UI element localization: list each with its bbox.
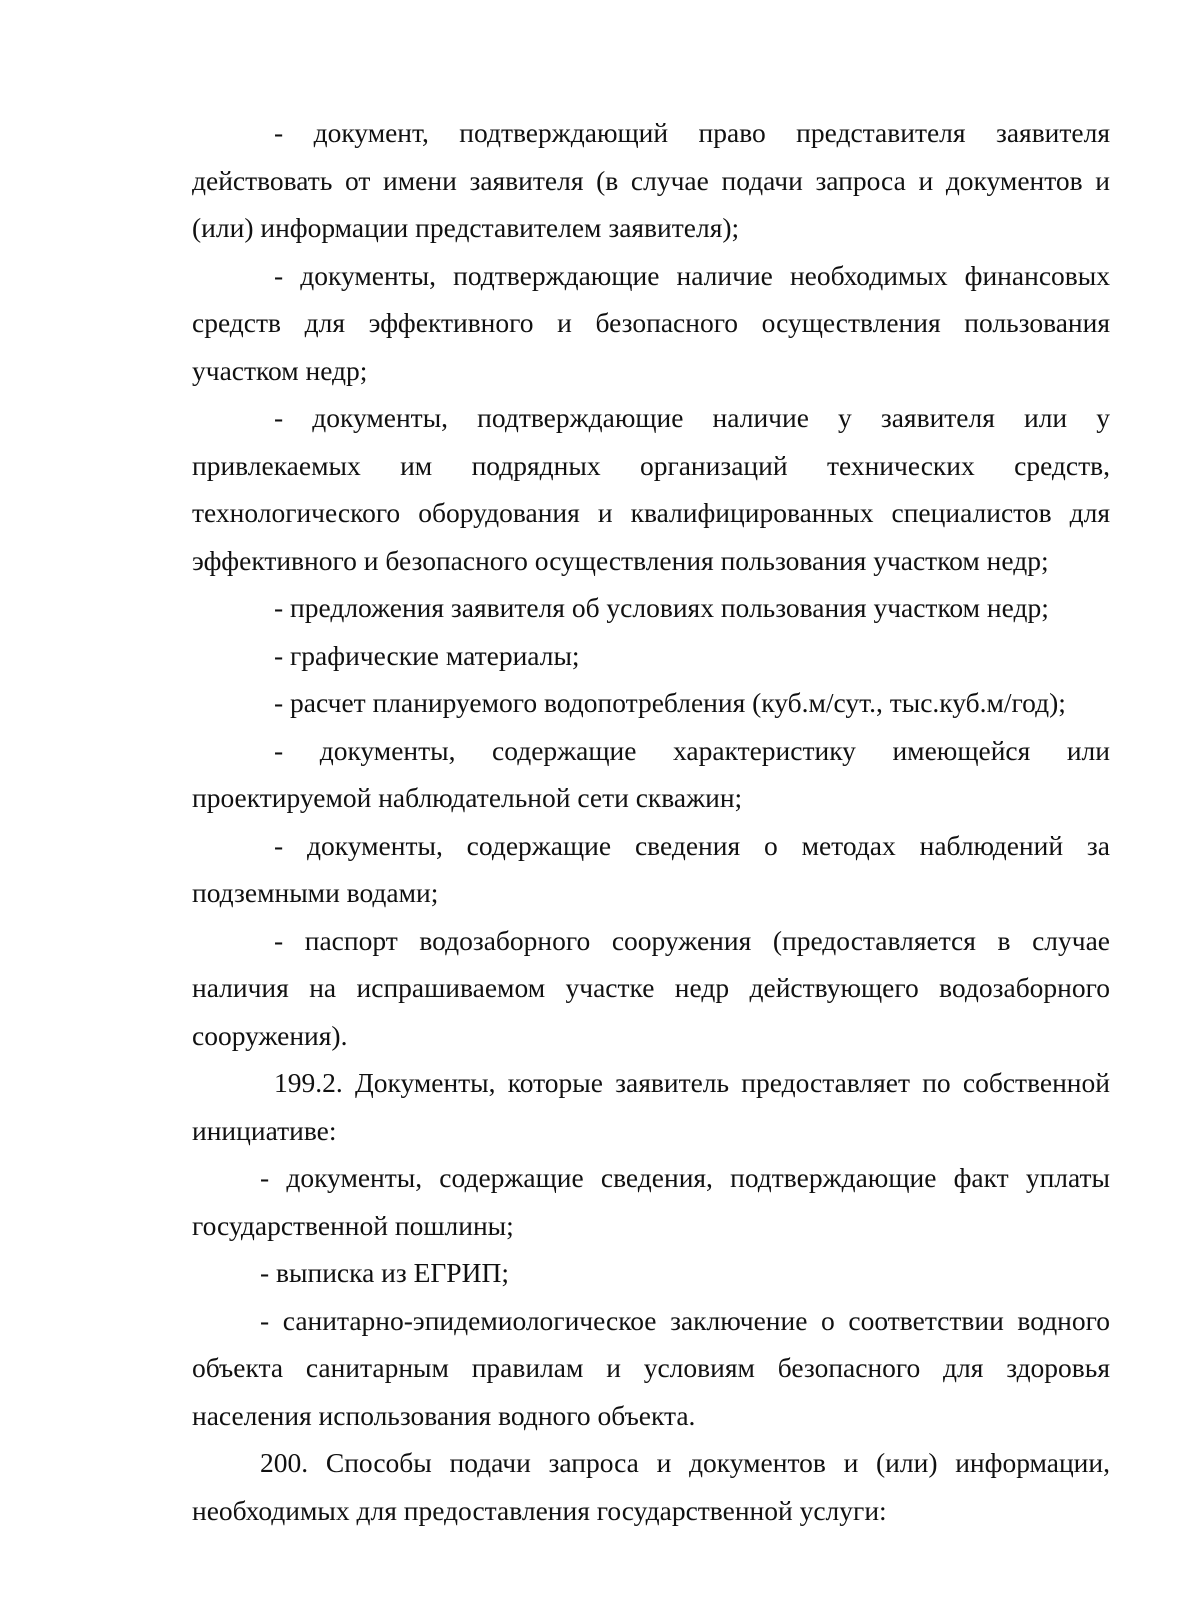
list-item-egrip-extract: - выписка из ЕГРИП;: [260, 1257, 509, 1288]
section-200-heading: 200. Способы подачи запроса и документов и (или) информации, необходимых для предоставления государственной услуги:: [192, 1447, 1110, 1526]
list-item-water-intake-passport: - паспорт водозаборного сооружения (предоставляется в случае наличия на испрашиваемом участке недр действующего водозаборного сооружения).: [192, 924, 1110, 1051]
list-item-water-consumption: - расчет планируемого водопотребления (куб.м/сут., тыс.куб.м/год);: [274, 687, 1066, 718]
list-item-observation-network: - документы, содержащие характеристику имеющейся или проектируемой наблюдательной сети скважин;: [192, 734, 1110, 813]
list-item-observation-methods: - документы, содержащие сведения о методах наблюдений за подземными водами;: [192, 829, 1110, 908]
list-item-representative-authority: - документ, подтверждающий право представителя заявителя действовать от имени заявителя (в случае подачи запроса и документов и (или) информации представителем заявителя);: [192, 117, 1110, 243]
list-item-state-duty: - документы, содержащие сведения, подтверждающие факт уплаты государственной пошлины;: [192, 1162, 1110, 1241]
list-item-applicant-proposals: - предложения заявителя об условиях пользования участком недр;: [274, 592, 1049, 623]
section-199-2-heading: 199.2. Документы, которые заявитель предоставляет по собственной инициативе:: [192, 1067, 1110, 1146]
document-body: [192, 109, 1110, 1534]
list-item-sanitary-conclusion: - санитарно-эпидемиологическое заключение о соответствии водного объекта санитарным правилам и условиям безопасного для здоровья населения использования водного объекта.: [192, 1304, 1110, 1431]
list-item-graphic-materials: - графические материалы;: [274, 639, 580, 671]
list-item-financial-means: - документы, подтверждающие наличие необходимых финансовых средств для эффективного и безопасного осуществления пользования участком недр;: [192, 259, 1110, 386]
list-item-technical-means: - документы, подтверждающие наличие у заявителя или у привлекаемых им подрядных организаций технических средств, технологического оборудования и квалифицированных специалистов для эффективного и безопасного осуществления пользования участком недр;: [192, 402, 1110, 576]
